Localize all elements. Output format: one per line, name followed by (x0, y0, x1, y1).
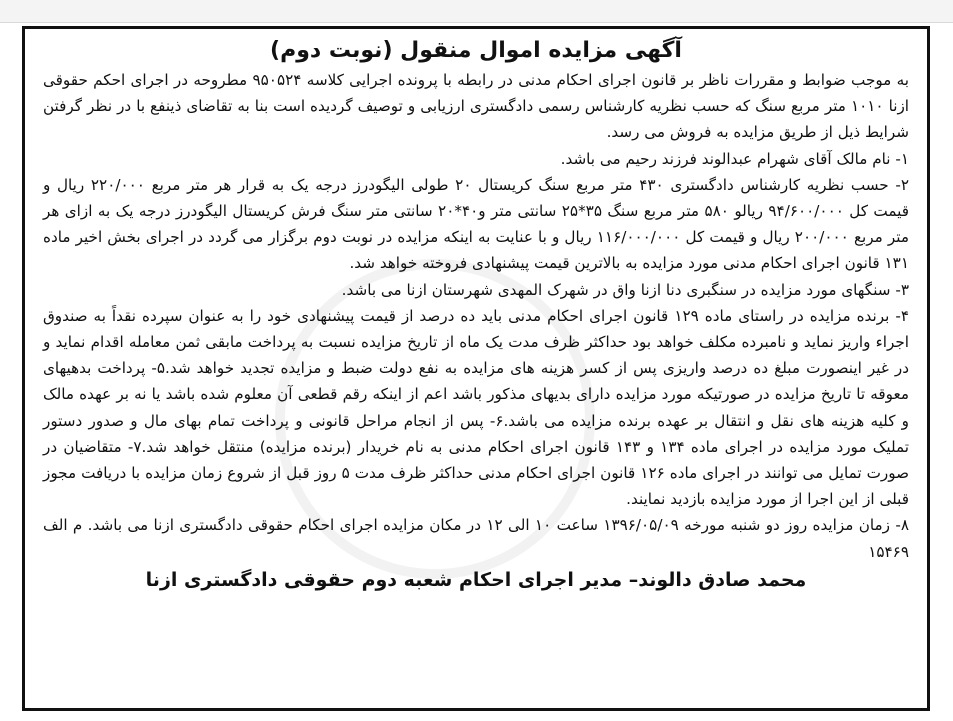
paragraph-3-location: ۳- سنگهای مورد مزایده در سنگبری دنا ازنا واق در شهرک المهدی شهرستان ازنا می باشد. (341, 280, 909, 299)
paragraph-intro: به موجب ضوابط و مقررات ناظر بر قانون اجرای احکام مدنی در رابطه با پرونده اجرایی کلاسه ۹۵۰۵۲۴ مطروحه در اجرای احکم حقوقی ازنا ۱۰۱۰ متر مربع سنگ که حسب نظریه کارشناس رسمی دادگستری ارزیابی و توصیف گردیده است بنا به تقاضای ذینفع با در نظر گرفتن شرایط ذیل از طریق مزایده به فروش می رسد. (43, 71, 909, 142)
notice-title: آگهی مزایده اموال منقول (نوبت دوم) (270, 38, 682, 63)
paragraph-8-schedule: ۸- زمان مزایده روز دو شنبه مورخه ۱۳۹۶/۰۵/۰۹ ساعت ۱۰ الی ۱۲ در مکان مزایده اجرای احکام حقوقی دادگستری ازنا می باشد. م الف ۱۵۴۶۹ (43, 516, 909, 561)
notice-body (43, 67, 909, 565)
paragraph-2-appraisal: ۲- حسب نظریه کارشناس دادگستری ۴۳۰ متر مربع سنگ کریستال ۲۰ طولی الیگودرز درجه یک به قرار هر متر مربع ۲۲۰/۰۰۰ ریال و قیمت کل ۹۴/۶۰۰/۰۰۰ ریالو ۵۸۰ متر مربع سنگ ۳۵*۲۵ سانتی متر و۴۰*۲۰ سانتی متر سنگ فرش کریستال الیگودرز درجه یک به ازای هر متر مربع ۲۰۰/۰۰۰ ریال و قیمت کل ۱۱۶/۰۰۰/۰۰۰ ریال و با عنایت به اینکه مزایده در نوبت دوم برگزار می گردد در اجرای بخش اخیر ماده ۱۳۱ قانون اجرای احکام مدنی مورد مزایده به بالاترین قیمت پیشنهادی فروخته خواهد شد. (43, 175, 909, 273)
paragraph-4-terms: ۴- برنده مزایده در راستای ماده ۱۲۹ قانون اجرای احکام مدنی باید ده درصد از قیمت پیشنهادی خود را به عنوان سپرده نقداً به صندوق اجراء واریز نماید و نامبرده مکلف خواهد بود حداکثر ظرف مدت یک ماه از تاریخ مزایده نسبت به پرداخت مابقی ثمن معامله اقدام نماید و در غیر اینصورت مبلغ ده درصد واریزی پس از کسر هزینه های مزایده به نفع دولت ضبط و مزایده تجدید خواهد شد.۵- پرداخت بدهیهای معوقه تا تاریخ مزایده در صورتیکه مورد مزایده دارای بدیهای مذکور باشد اعم از اینکه رقم قطعی آن معلوم شده باشد یا نه بر عهده مالک و کلیه هزینه های نقل و انتقال بر عهده برنده مزایده می باشد.۶- پس از انجام مراحل قانونی و پرداخت تمام بهای مال و صدور دستور تملیک مورد مزایده در اجرای ماده ۱۳۴ و ۱۴۳ قانون اجرای احکام مدنی به نام خریدار (برنده مزایده) منتقل خواهد شد.۷- متقاضیان در صورت تمایل می توانند در اجرای ماده ۱۲۶ قانون اجرای احکام مدنی حداکثر ظرف مدت ۵ روز قبل از شروع زمان مزایده با دریافت مجوز قبلی از این اجرا از مورد مزایده بازدید نمایند. (43, 306, 909, 509)
notice-frame (22, 26, 930, 711)
top-strip (0, 0, 953, 23)
signature-line: محمد صادق دالوند– مدیر اجرای احکام شعبه دوم حقوقی دادگستری ازنا (145, 568, 807, 591)
paragraph-1-owner: ۱- نام مالک آقای شهرام عبدالوند فرزند رحیم می باشد. (560, 149, 909, 168)
